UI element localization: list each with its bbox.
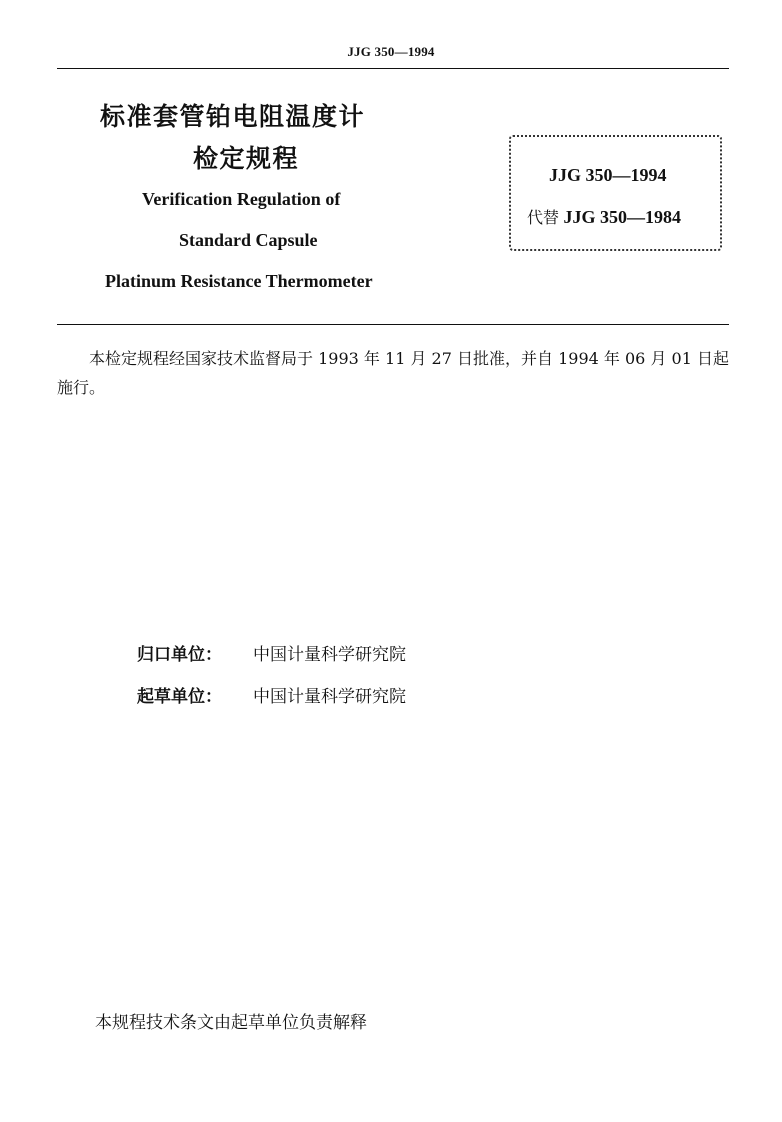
drafting-unit-value: 中国计量科学研究院	[253, 687, 406, 707]
responsible-unit-value: 中国计量科学研究院	[253, 645, 406, 665]
replaces-code-line	[527, 205, 681, 228]
title-english-line-2: Standard Capsule	[179, 230, 318, 250]
title-english-line-3: Platinum Resistance Thermometer	[105, 271, 373, 291]
drafting-unit-label: 起草单位：	[137, 687, 222, 707]
title-chinese-line-1: 标准套管铂电阻温度计	[100, 102, 366, 131]
section-rule	[57, 324, 729, 325]
responsible-unit-label: 归口单位：	[137, 645, 222, 665]
responsible-unit-row	[137, 640, 406, 665]
header-rule	[57, 68, 729, 69]
replaces-prefix: 代替	[527, 208, 560, 227]
title-chinese-line-2: 检定规程	[193, 144, 300, 173]
replaces-code: JJG 350—1984	[563, 207, 682, 227]
drafting-unit-row	[137, 682, 406, 707]
approval-statement: 本检定规程经国家技术监督局于 1993 年 11 月 27 日批准，并自 1994 年 06 月 01 日起施行。	[57, 349, 729, 397]
interpretation-note: 本规程技术条文由起草单位负责解释	[95, 1013, 367, 1033]
running-header-code: JJG 350—1994	[347, 44, 435, 59]
regulation-code: JJG 350—1994	[549, 165, 667, 185]
code-box-frame	[509, 135, 722, 251]
title-english-line-1: Verification Regulation of	[142, 189, 341, 209]
